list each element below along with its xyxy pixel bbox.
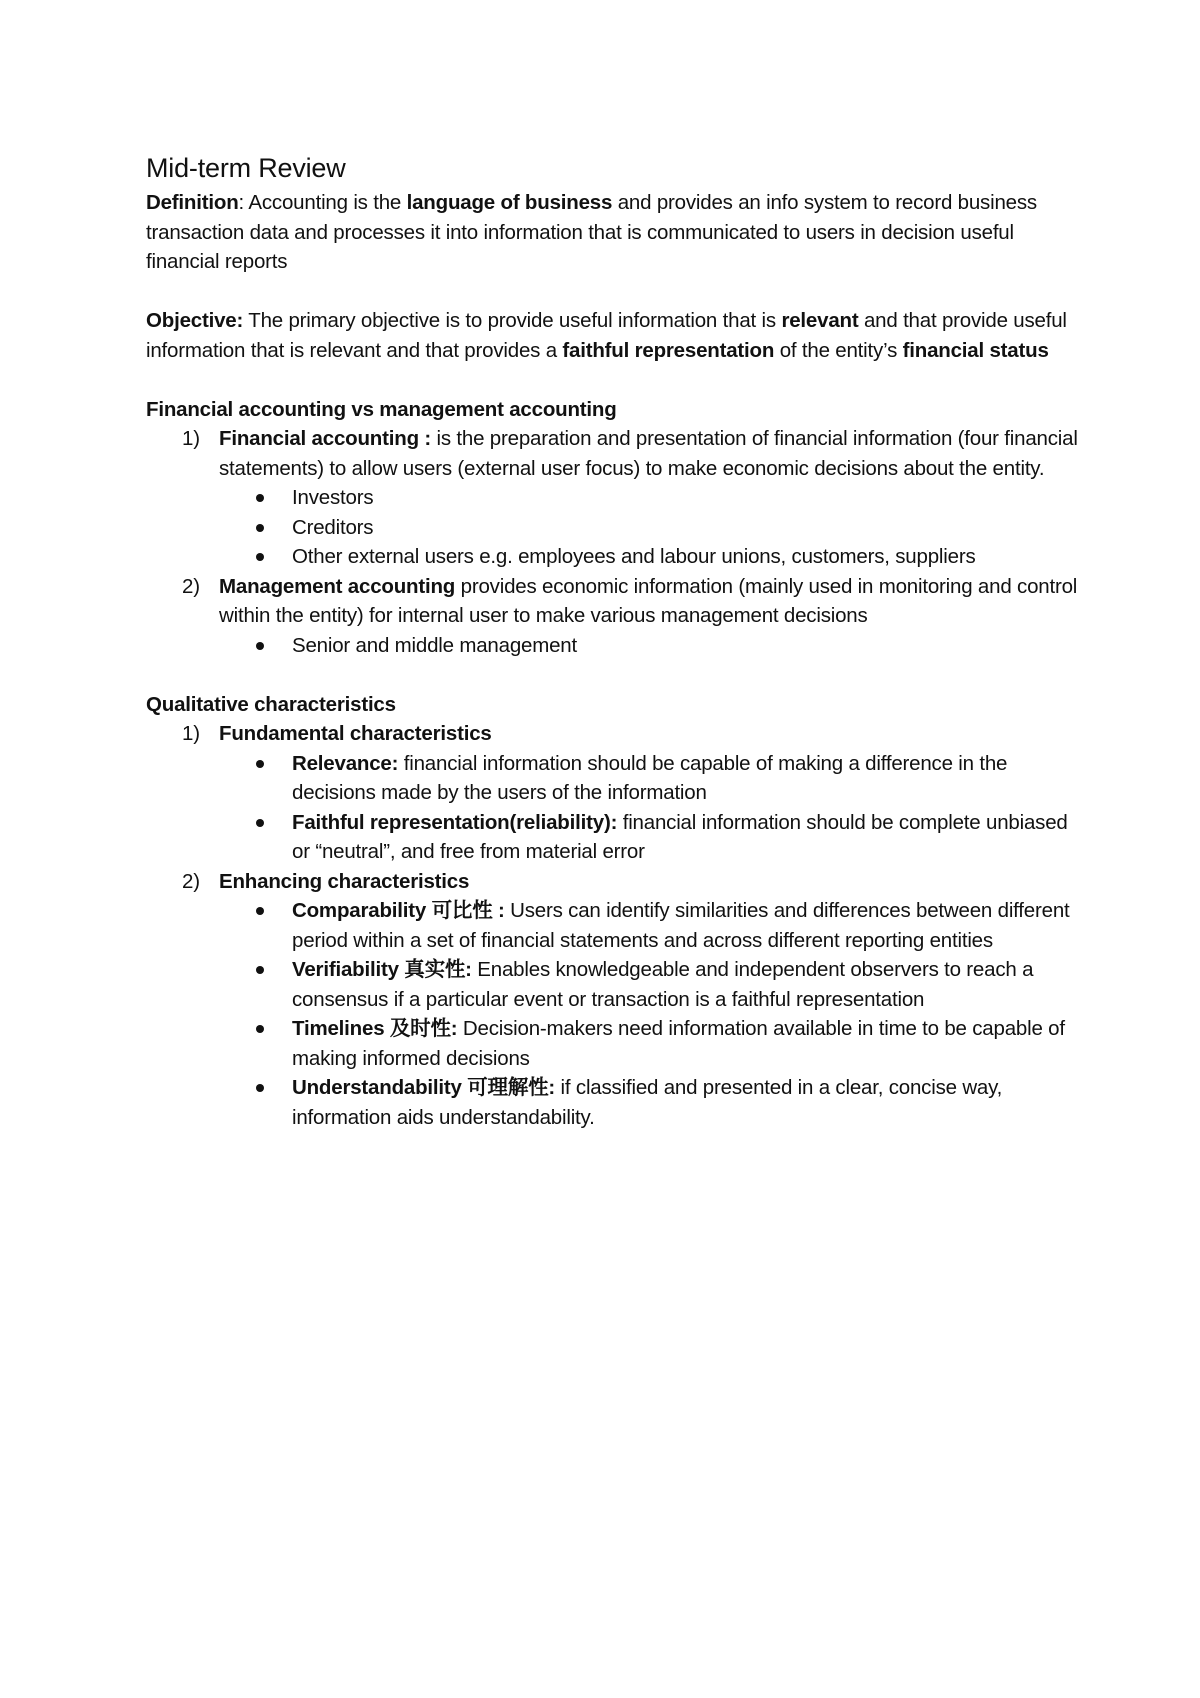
objective-text-a: The primary objective is to provide useful information that is	[243, 309, 782, 332]
item-bold: Fundamental characteristics	[219, 722, 492, 745]
bullet-icon	[256, 1084, 264, 1092]
bullet-item	[219, 483, 1086, 513]
objective-text-c: of the entity’s	[774, 338, 903, 362]
item-number: 2)	[182, 869, 200, 893]
bullet-list	[219, 896, 1086, 1132]
fin-vs-mgmt-heading-text: Financial accounting vs management accounting	[146, 397, 617, 421]
bullet-bold: Timelines 及时性:	[292, 1017, 458, 1040]
definition-colon: :	[238, 191, 249, 214]
spacer	[146, 277, 1086, 307]
bullet-item	[219, 808, 1086, 867]
list-item	[146, 572, 1086, 661]
bullet-text: Other external users e.g. employees and labour unions, customers, suppliers	[292, 545, 976, 568]
bullet-text: Users can identify similarities and differences between different period within a set of financial statements and across different reporting entities	[292, 899, 1070, 952]
item-bold: Financial accounting :	[219, 427, 432, 450]
bullet-text: Senior and middle management	[292, 633, 577, 657]
bullet-text: Decision-makers need information available in time to be capable of making informed decisions	[292, 1017, 1065, 1070]
item-number: 1)	[182, 427, 200, 450]
bullet-icon	[256, 642, 264, 650]
definition-bold: language of business	[406, 191, 613, 214]
list-item	[146, 867, 1086, 1133]
bullet-text: Enables knowledgeable and independent observers to reach a consensus if a particular event or transaction is a faithful representation	[292, 958, 1034, 1011]
bullet-icon	[256, 819, 264, 827]
bullet-icon	[256, 1025, 264, 1033]
spacer	[146, 365, 1086, 395]
bullet-item	[219, 1014, 1086, 1073]
bullet-list	[219, 483, 1086, 572]
bullet-text: financial information should be complete unbiased or “neutral”, and free from material error	[292, 810, 1068, 863]
page-title: Mid-term Review	[146, 153, 346, 183]
list-item	[146, 719, 1086, 867]
bullet-item	[219, 631, 1086, 661]
bullet-icon	[256, 966, 264, 974]
definition-paragraph	[146, 188, 1086, 277]
document-content	[146, 150, 1086, 1132]
bullet-bold: Understandability 可理解性:	[292, 1076, 556, 1099]
bullet-bold: Comparability 可比性 :	[292, 899, 505, 922]
bullet-item	[219, 749, 1086, 808]
bullet-item	[219, 542, 1086, 572]
qualitative-list	[146, 719, 1086, 1132]
spacer	[146, 660, 1086, 690]
bullet-icon	[256, 524, 264, 532]
bullet-item	[219, 896, 1086, 955]
definition-text-b: and provides an info system to record business transaction data and processes it into information that is communicated to users in decision useful financial reports	[146, 191, 1037, 273]
fin-vs-mgmt-list	[146, 424, 1086, 660]
objective-paragraph	[146, 306, 1086, 365]
qualitative-heading-text: Qualitative characteristics	[146, 692, 396, 716]
objective-bold-a: relevant	[781, 309, 859, 332]
bullet-bold: Faithful representation(reliability):	[292, 810, 618, 834]
bullet-icon	[256, 907, 264, 915]
item-text: is the preparation and presentation of financial information (four financial statements) to allow users (external user focus) to make economic decisions about the entity.	[219, 427, 1078, 480]
bullet-bold: Relevance:	[292, 751, 399, 775]
definition-text-a: Accounting is the	[248, 191, 407, 214]
qualitative-heading	[146, 690, 1086, 720]
item-number: 1)	[182, 722, 200, 745]
item-bold: Enhancing characteristics	[219, 869, 470, 893]
bullet-icon	[256, 760, 264, 768]
item-bold: Management accounting	[219, 574, 456, 598]
objective-label: Objective:	[146, 309, 244, 332]
bullet-item	[219, 1073, 1086, 1132]
bullet-list	[219, 749, 1086, 867]
definition-label: Definition	[146, 191, 239, 214]
list-item	[146, 424, 1086, 572]
bullet-item	[219, 955, 1086, 1014]
fin-vs-mgmt-heading	[146, 395, 1086, 425]
bullet-icon	[256, 494, 264, 502]
objective-text-b: and that provide useful information that is relevant and that provides a	[146, 309, 1067, 362]
bullet-text: Investors	[292, 486, 374, 509]
objective-bold-b: faithful representation	[562, 338, 775, 362]
bullet-icon	[256, 553, 264, 561]
bullet-item	[219, 513, 1086, 543]
bullet-list	[219, 631, 1086, 661]
bullet-text: if classified and presented in a clear, concise way, information aids understandability.	[292, 1076, 1003, 1129]
objective-bold-c: financial status	[902, 338, 1049, 362]
item-number: 2)	[182, 574, 200, 598]
item-text: provides economic information (mainly used in monitoring and control within the entity) for internal user to make various management decisions	[219, 574, 1078, 627]
bullet-text: financial information should be capable of making a difference in the decisions made by the users of the information	[292, 751, 1008, 804]
bullet-text: Creditors	[292, 515, 374, 539]
bullet-bold: Verifiability 真实性:	[292, 958, 472, 981]
